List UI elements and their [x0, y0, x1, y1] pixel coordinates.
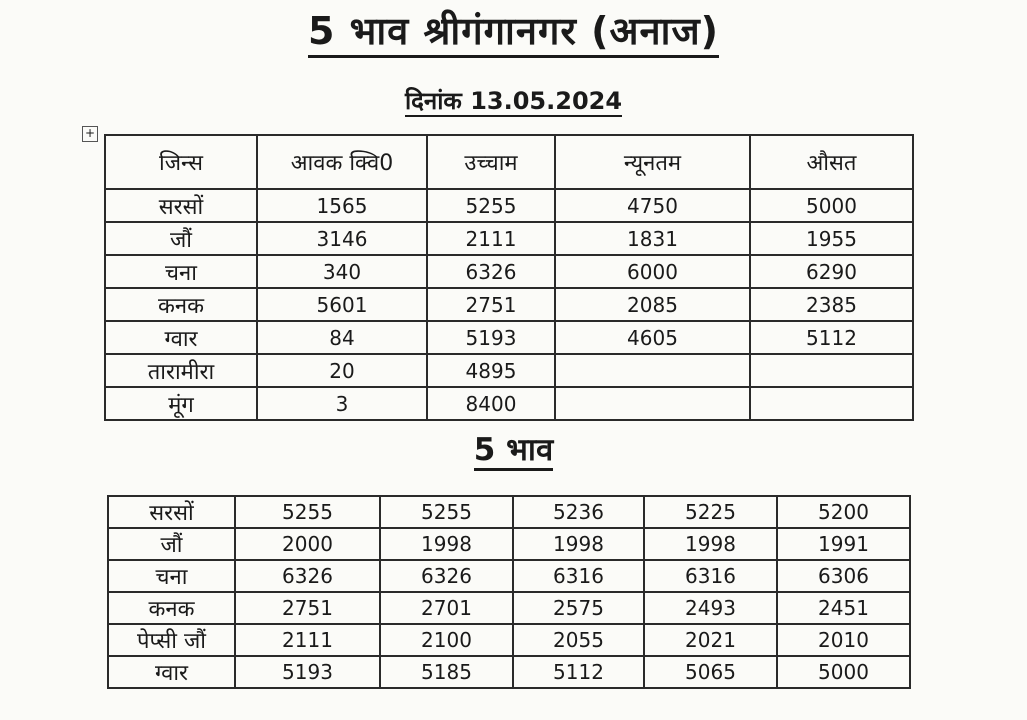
price-cell: 2100	[380, 624, 513, 656]
price-cell: 1998	[380, 528, 513, 560]
price-cell	[750, 354, 913, 387]
price-cell: 2575	[513, 592, 644, 624]
title-text: 5 भाव श्रीगंगानगर (अनाज)	[308, 9, 719, 58]
price-cell: 5065	[644, 656, 777, 688]
date-text: दिनांक 13.05.2024	[404, 87, 623, 115]
price-cell: 2701	[380, 592, 513, 624]
header-highest: उच्चाम	[427, 135, 555, 189]
price-cell: 5000	[750, 189, 913, 222]
price-cell: 5255	[235, 496, 380, 528]
table-row	[105, 321, 913, 354]
date-line	[0, 84, 1027, 117]
commodity-name-cell: तारामीरा	[105, 354, 257, 387]
price-cell: 5193	[235, 656, 380, 688]
table-row	[105, 288, 913, 321]
table-row	[108, 624, 910, 656]
table-row	[105, 387, 913, 420]
price-cell: 6326	[427, 255, 555, 288]
price-cell	[750, 387, 913, 420]
price-cell: 2085	[555, 288, 750, 321]
header-lowest: न्यूनतम	[555, 135, 750, 189]
price-cell: 5112	[513, 656, 644, 688]
table-row	[105, 222, 913, 255]
commodity-name-cell: जौं	[105, 222, 257, 255]
price-cell: 2493	[644, 592, 777, 624]
table-move-handle-icon[interactable]: +	[82, 126, 98, 142]
price-cell: 2010	[777, 624, 910, 656]
table-row	[105, 255, 913, 288]
commodity-name-cell: चना	[108, 560, 235, 592]
price-cell: 4895	[427, 354, 555, 387]
commodity-name-cell: कनक	[108, 592, 235, 624]
subtitle-text: 5 भाव	[474, 432, 553, 471]
price-cell: 2055	[513, 624, 644, 656]
price-cell: 2751	[427, 288, 555, 321]
commodity-name-cell: जौं	[108, 528, 235, 560]
header-commodity: जिन्स	[105, 135, 257, 189]
commodity-name-cell: चना	[105, 255, 257, 288]
market-arrivals-table	[104, 134, 914, 421]
price-cell: 5193	[427, 321, 555, 354]
price-cell: 84	[257, 321, 427, 354]
price-cell: 5255	[427, 189, 555, 222]
table-row	[108, 496, 910, 528]
commodity-name-cell: सरसों	[108, 496, 235, 528]
price-cell: 6290	[750, 255, 913, 288]
price-cell: 2111	[427, 222, 555, 255]
price-cell: 6306	[777, 560, 910, 592]
price-cell: 5236	[513, 496, 644, 528]
price-cell: 8400	[427, 387, 555, 420]
document-title	[0, 4, 1027, 56]
price-cell: 4750	[555, 189, 750, 222]
price-cell: 5112	[750, 321, 913, 354]
commodity-name-cell: पेप्सी जौं	[108, 624, 235, 656]
table-row	[108, 592, 910, 624]
price-cell: 3146	[257, 222, 427, 255]
price-cell: 5225	[644, 496, 777, 528]
price-cell: 2021	[644, 624, 777, 656]
price-cell: 1998	[513, 528, 644, 560]
price-cell: 2385	[750, 288, 913, 321]
price-cell: 2111	[235, 624, 380, 656]
five-rates-body	[108, 496, 910, 688]
five-rates-table	[107, 495, 911, 689]
price-cell: 340	[257, 255, 427, 288]
market-arrivals-body	[105, 189, 913, 420]
price-cell: 5200	[777, 496, 910, 528]
price-cell: 6326	[380, 560, 513, 592]
price-cell: 6316	[513, 560, 644, 592]
price-cell: 2000	[235, 528, 380, 560]
price-cell: 1831	[555, 222, 750, 255]
price-cell: 6326	[235, 560, 380, 592]
table-row	[108, 656, 910, 688]
table-row	[108, 528, 910, 560]
price-cell: 20	[257, 354, 427, 387]
price-cell: 1955	[750, 222, 913, 255]
commodity-name-cell: सरसों	[105, 189, 257, 222]
price-cell: 6316	[644, 560, 777, 592]
table-row	[105, 354, 913, 387]
price-cell: 6000	[555, 255, 750, 288]
price-cell	[555, 387, 750, 420]
price-cell: 1565	[257, 189, 427, 222]
header-average: औसत	[750, 135, 913, 189]
table-row	[108, 560, 910, 592]
header-arrival: आवक क्वि0	[257, 135, 427, 189]
price-cell	[555, 354, 750, 387]
table-header-row	[105, 135, 913, 189]
commodity-name-cell: ग्वार	[105, 321, 257, 354]
price-cell: 5000	[777, 656, 910, 688]
price-cell: 5255	[380, 496, 513, 528]
table-row	[105, 189, 913, 222]
price-cell: 1991	[777, 528, 910, 560]
commodity-name-cell: मूंग	[105, 387, 257, 420]
commodity-name-cell: कनक	[105, 288, 257, 321]
price-cell: 1998	[644, 528, 777, 560]
price-cell: 2451	[777, 592, 910, 624]
price-cell: 5185	[380, 656, 513, 688]
price-cell: 2751	[235, 592, 380, 624]
price-cell: 3	[257, 387, 427, 420]
price-cell: 4605	[555, 321, 750, 354]
price-cell: 5601	[257, 288, 427, 321]
section-subtitle	[0, 428, 1027, 470]
commodity-name-cell: ग्वार	[108, 656, 235, 688]
